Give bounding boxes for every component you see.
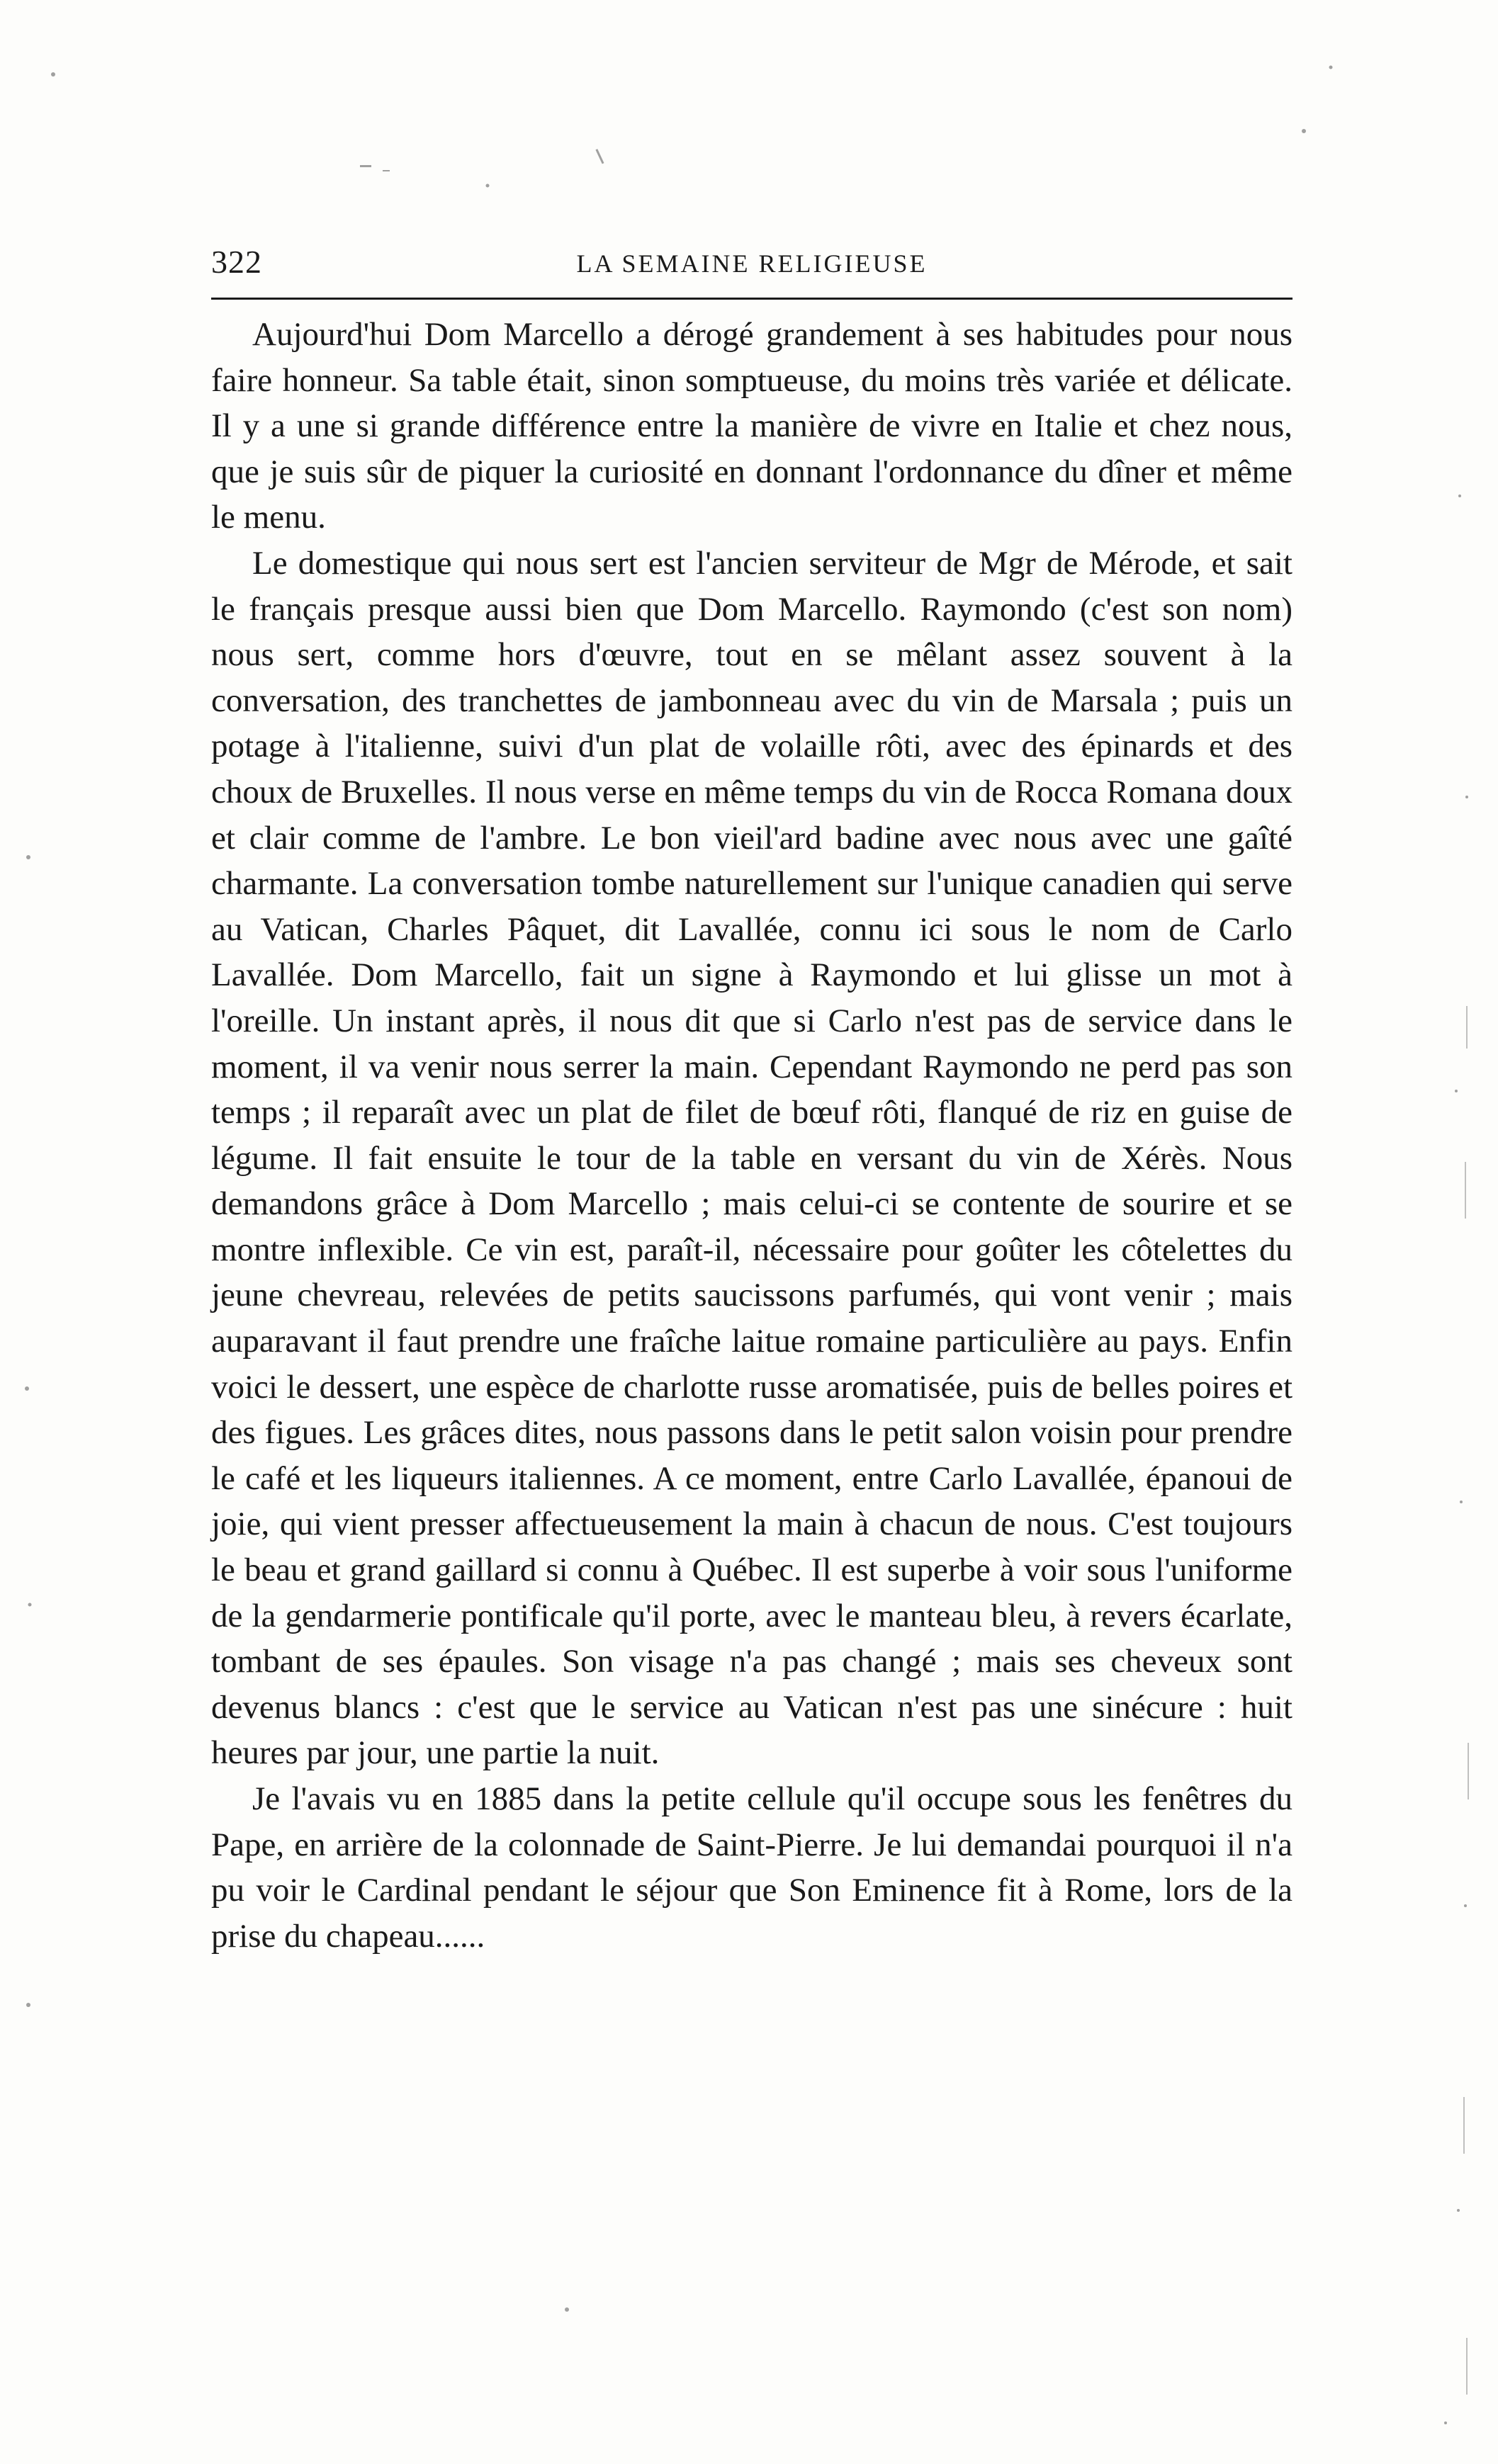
paragraph: Le domestique qui nous sert est l'ancien serviteur de Mgr de Mérode, et sait le français presque aussi bien que Dom Marcello. Raymondo (c'est son nom) nous sert, comme hors d'œuvre, tout en se mêlant assez souvent à la conversation, des tranchettes de jambonneau avec du vin de Marsala ; puis un potage à l'italienne, suivi d'un plat de volaille rôti, avec des épinards et des choux de Bruxelles. Il nous verse en même temps du vin de Rocca Romana doux et clair comme de l'ambre. Le bon vieil'ard badine avec nous avec une gaîté charmante. La conversation tombe naturellement sur l'unique canadien qui serve au Vatican, Charles Pâquet, dit Lavallée, connu ici sous le nom de Carlo Lavallée. Dom Marcello, fait un signe à Raymondo et lui glisse un mot à l'oreille. Un instant après, il nous dit que si Carlo n'est pas de service dans le moment, il va venir nous serrer la main. Cependant Raymondo ne perd pas son temps ; il reparaît avec un plat de filet de bœuf rôti, flanqué de riz en guise de légume. Il fait ensuite le tour de la table en versant du vin de Xérès. Nous demandons grâce à Dom Marcello ; mais celui-ci se contente de sourire et se montre inflexible. Ce vin est, paraît-il, nécessaire pour goûter les côtelettes du jeune chevreau, relevées de petits saucissons parfumés, qui vont venir ; mais auparavant il faut prendre une fraîche laitue romaine particulière au pays. Enfin voici le dessert, une espèce de charlotte russe aromatisée, puis de belles poires et des figues. Les grâces dites, nous passons dans le petit salon voisin pour prendre le café et les liqueurs italiennes. A ce moment, entre Carlo Lavallée, épanoui de joie, qui vient presser affectueusement la main à chacun de nous. C'est toujours le beau et grand gaillard si connu à Québec. Il est superbe à voir sous l'uniforme de la gendarmerie pontificale qu'il porte, avec le manteau bleu, à revers écarlate, tombant de ses épaules. Son visage n'a pas changé ; mais ses cheveux sont devenus blancs : c'est que le service au Vatican n'est pas une sinécure : huit heures par jour, une partie la nuit. — [211, 544, 1293, 1772]
body-text — [211, 312, 1293, 1959]
page-header — [211, 241, 1293, 290]
paragraph: Aujourd'hui Dom Marcello a dérogé grandement à ses habitudes pour nous faire honneur. Sa table était, sinon somptueuse, du moins très variée et délicate. Il y a une si grande différence entre la manière de vivre en Italie et chez nous, que je suis sûr de piquer la curiosité en donnant l'ordonnance du dîner et même le menu. — [211, 316, 1293, 536]
header-rule — [211, 298, 1293, 300]
running-title: LA SEMAINE RELIGIEUSE — [576, 249, 928, 278]
paragraph: Je l'avais vu en 1885 dans la petite cellule qu'il occupe sous les fenêtres du Pape, en arrière de la colonnade de Saint-Pierre. Je lui demandai pourquoi il n'a pu voir le Cardinal pendant le séjour que Son Eminence fit à Rome, lors de la prise du chapeau...... — [211, 1780, 1293, 1955]
page-number: 322 — [211, 244, 262, 280]
